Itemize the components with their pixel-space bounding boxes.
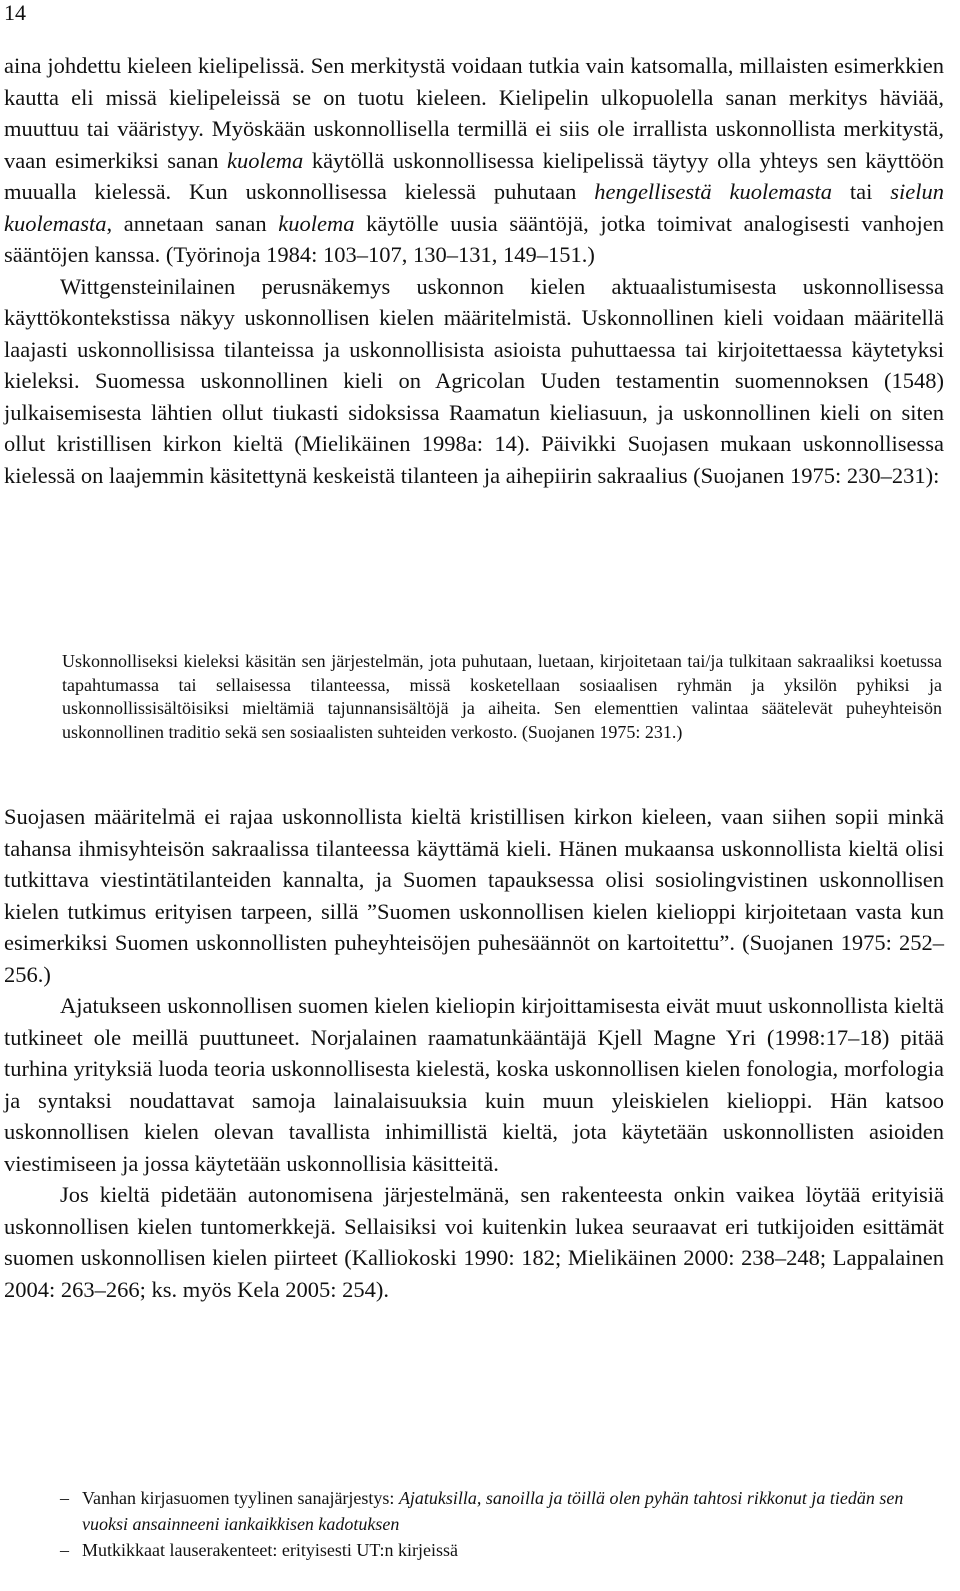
- block-quote: Uskonnolliseksi kieleksi käsitän sen järjestelmän, jota puhutaan, luetaan, kirjoitetaan tai/ja tulkitaan sakraaliksi koetussa tapahtumassa tai sellaisessa tilanteessa, missä kosketellaan sosiaalisen ryhmän ja yksilön pyhiksi ja uskonnollissisältöisiksi mieltämiä tajunnansisältöjä ja aiheita. Sen elementtien valintaa säätelevät puheyhteisön uskonnollinen traditio sekä sen sosiaalisten suhteiden verkosto. (Suojanen 1975: 231.): [62, 651, 942, 742]
- page-number: 14: [4, 0, 26, 25]
- list-item: [60, 1537, 950, 1563]
- paragraph-wittgenstein-meaning: [4, 50, 944, 271]
- feature-list: [60, 1485, 950, 1563]
- text-run: , annetaan sanan: [106, 210, 279, 236]
- list-item-label: Mutkikkaat lauserakenteet: erityisesti UT:n kirjeissä: [82, 1540, 458, 1560]
- body-text-top: [4, 50, 944, 491]
- paragraph-religious-language-definition: Wittgensteinilainen perusnäkemys uskonnon kielen aktuaalistumisesta uskonnollisessa käyttökontekstissa näkyy uskonnollisen kielen määritelmistä. Uskonnollinen kieli voidaan määritellä laajasti uskonnollisissa tilanteissa ja uskonnollisista asioista puhuttaessa tai kirjoitettaessa käytetyksi kieleksi. Suomessa uskonnollinen kieli on Agricolan Uuden testamentin suomennoksen (1548) julkaisemisesta lähtien ollut tiukasti sidoksissa Raamatun kieliasuun, ja uskonnollinen kieli on siten ollut kristillisen kirkon kieltä (Mielikäinen 1998a: 14). Päivikki Suojasen mukaan uskonnollisessa kielessä on laajemmin käsitettynä keskeistä tilanteen ja aihepiirin sakraalius (Suojanen 1975: 230–231):: [4, 273, 944, 488]
- dash-bullet: –: [60, 1540, 69, 1560]
- dash-bullet: –: [60, 1488, 69, 1508]
- text-run: käytölle uusia sääntöjä, jotka toimivat analogisesti vanhojen sääntöjen kanssa. (Työrinoja 1984: 103–107, 130–131, 149–151.): [4, 210, 944, 267]
- body-text-bottom: [4, 801, 944, 1305]
- list-item-example: Ajatuksilla, sanoilla ja töillä olen pyhän tahtosi rikkonut ja tiedän sen vuoksi ansainneeni iankaikkisen kadotuksen: [82, 1488, 904, 1534]
- text-run: käytöllä uskonnollisessa kielipelissä täytyy olla yhteys sen käyttöön muualla kielessä. Kun uskonnollisessa kielessä puhutaan: [4, 147, 944, 204]
- paragraph-autonomous-system: Jos kieltä pidetään autonomisena järjestelmänä, sen rakenteesta onkin vaikea löytää erityisiä uskonnollisen kielen tuntomerkkejä. Sellaisiksi voi kuitenkin lukea seuraavat eri tutkijoiden esittämät suomen uskonnollisen kielen piirteet (Kalliokoski 1990: 182; Mielikäinen 2000: 238–248; Lappalainen 2004: 263–266; ks. myös Kela 2005: 254).: [4, 1182, 944, 1302]
- italic-term: sielun kuolemasta: [4, 179, 944, 236]
- paragraph-suojanen-definition: Suojasen määritelmä ei rajaa uskonnollista kieltä kristillisen kirkon kieleen, vaan siihen sopii minkä tahansa ihmisyhteisön sakraalissa tilanteessa käyttämä kieli. Hänen mukaansa uskonnollista kieltä olisi tutkittava viestintätilanteiden kannalta, ja Suomen tapauksessa olisi sosiolingvistinen uskonnollisen kielen tutkimus erityisen tarpeen, sillä ”Suomen uskonnollisen kielen kielioppi kirjoitetaan vasta kun esimerkiksi Suomen uskonnollisten puheyhteisöjen puhesäännöt on kartoitettu”. (Suojanen 1975: 252–256.): [4, 804, 944, 987]
- paragraph-grammar-writing: Ajatukseen uskonnollisen suomen kielen kieliopin kirjoittamisesta eivät muut uskonnollista kieltä tutkineet ole meillä puuttuneet. Norjalainen raamatunkääntäjä Kjell Magne Yri (1998:17–18) pitää turhina yrityksiä luoda teoria uskonnollisesta kielestä, koska uskonnollisen kielen fonologia, morfologia ja syntaksi noudattavat samoja lainalaisuuksia kuin muun yleiskielen kielioppi. Hän katsoo uskonnollisen kielen olevan tavallista inhimillistä kieltä, jota käytetään uskonnollisten asioiden viestimiseen ja jossa käytetään uskonnollisia käsitteitä.: [4, 993, 944, 1176]
- text-run: tai: [832, 179, 891, 204]
- list-item-label: Vanhan kirjasuomen tyylinen sanajärjestys:: [82, 1488, 399, 1508]
- italic-term: hengellisestä kuolemasta: [594, 179, 833, 204]
- list-item: [60, 1485, 950, 1537]
- italic-term: kuolema: [278, 210, 355, 236]
- text-run: aina johdettu kieleen kielipelissä. Sen merkitystä voidaan tutkia vain katsomalla, millaisten esimerkkien kautta eli missä kielipeleissä se on tuotu kieleen. Kielipelin ulkopuolella sanan merkitys häviää, muuttuu tai vääristyy. Myöskään uskonnollisella termillä ei siis ole irrallista uskonnollista merkitystä, vaan esimerkiksi sanan: [4, 53, 944, 173]
- italic-term: kuolema: [227, 147, 304, 173]
